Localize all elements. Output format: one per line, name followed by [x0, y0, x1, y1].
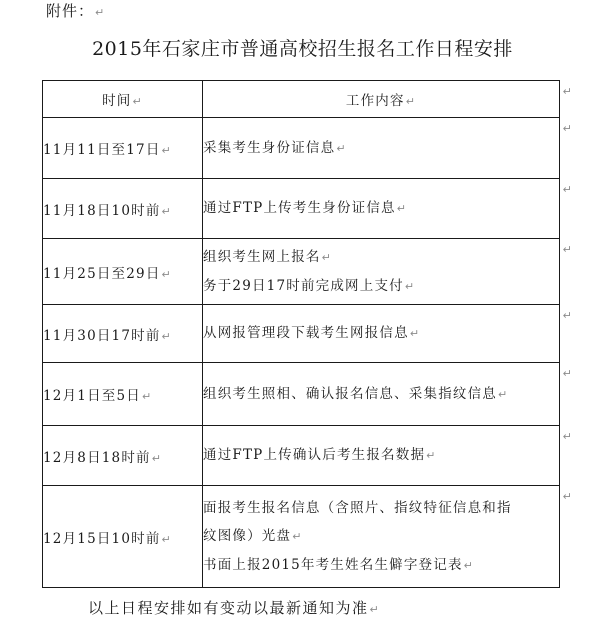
task-text: 面报考生报名信息（含照片、指纹特征信息和指 [203, 499, 512, 516]
task-text: 通过FTP上传考生身份证信息 [203, 200, 396, 216]
paragraph-mark-icon: ↵ [141, 390, 153, 403]
paragraph-mark-icon: ↵ [151, 451, 163, 465]
row-end-mark-icon: ↵ [562, 367, 573, 380]
schedule-table [42, 80, 573, 588]
paragraph-mark-icon: ↵ [132, 95, 143, 108]
time-cell [43, 118, 203, 179]
time-text: 11月30日17时前 [43, 327, 161, 344]
document-title [0, 35, 605, 63]
time-text: 12月15日10时前 [43, 530, 161, 547]
paragraph-mark-icon: ↵ [463, 558, 475, 572]
time-cell [43, 486, 203, 588]
table-row [43, 363, 560, 426]
task-text: 组织考生网上报名 [203, 248, 321, 265]
task-text: 采集考生身份证信息 [203, 139, 336, 156]
table-row [43, 426, 560, 486]
footer-text: 以上日程安排如有变动以最新通知为准 [88, 599, 369, 617]
time-text: 12月8日18时前 [43, 449, 151, 466]
time-text: 11月18日10时前 [43, 202, 161, 219]
task-line [203, 441, 559, 470]
paragraph-mark-icon: ↵ [161, 329, 172, 343]
table-row [43, 305, 560, 363]
task-line [203, 134, 559, 163]
title-text: 2015年石家庄市普通高校招生报名工作日程安排 [92, 38, 513, 60]
time-text: 11月11日至17日 [43, 142, 161, 158]
task-line [203, 319, 559, 348]
footer-note [88, 598, 380, 620]
paragraph-mark-icon: ↵ [161, 204, 172, 218]
task-line [203, 551, 559, 580]
task-text: 书面上报2015年考生姓名生僻字登记表 [203, 556, 463, 573]
paragraph-mark-icon: ↵ [161, 144, 172, 157]
task-cell [203, 486, 573, 588]
row-end-mark-icon: ↵ [562, 122, 573, 135]
paragraph-mark-icon: ↵ [426, 449, 437, 462]
table-header-row [43, 81, 560, 118]
paragraph-mark-icon: ↵ [321, 250, 333, 264]
time-text: 11月25日至29日 [43, 265, 161, 282]
paragraph-mark-icon: ↵ [336, 141, 347, 155]
task-cell [203, 179, 573, 239]
task-text: 通过FTP上传确认后考生报名数据 [203, 447, 426, 463]
paragraph-mark-icon: ↵ [498, 387, 509, 401]
paragraph-mark-icon: ↵ [292, 529, 303, 543]
row-end-mark-icon: ↵ [562, 490, 573, 503]
task-text: 组织考生照相、确认报名信息、采集指纹信息 [203, 385, 497, 402]
paragraph-mark-icon: ↵ [369, 603, 381, 616]
task-cell [203, 426, 573, 486]
row-end-mark-icon: ↵ [562, 430, 573, 443]
task-text: 务于29日17时前完成网上支付 [203, 277, 404, 294]
table-row [43, 118, 560, 179]
paragraph-mark-icon: ↵ [405, 95, 417, 108]
task-text: 纹图像）光盘 [203, 527, 292, 544]
time-cell [43, 179, 203, 239]
task-line [203, 494, 559, 522]
paragraph-mark-icon: ↵ [404, 279, 416, 293]
task-text: 从网报管理段下载考生网报信息 [203, 325, 409, 341]
row-end-mark-icon: ↵ [562, 243, 573, 256]
task-cell [203, 118, 573, 179]
table-row [43, 179, 560, 239]
header-time: 时间↵ [43, 81, 203, 118]
time-cell [43, 363, 203, 426]
task-line [203, 194, 559, 223]
attachment-label [46, 1, 105, 23]
header-task: 工作内容↵ ↵ [203, 81, 560, 118]
paragraph-mark-icon: ↵ [409, 327, 421, 340]
time-cell [43, 239, 203, 305]
row-end-mark-icon: ↵ [562, 309, 573, 322]
time-cell [43, 305, 203, 363]
row-end-mark-icon: ↵ [562, 85, 573, 98]
table-row [43, 239, 560, 305]
attachment-text: 附件： [46, 2, 95, 20]
task-cell [203, 305, 573, 363]
task-cell [203, 239, 573, 305]
table-row [43, 486, 560, 588]
task-line [203, 272, 559, 301]
task-line [203, 243, 559, 272]
row-end-mark-icon: ↵ [562, 183, 573, 196]
task-line [203, 522, 559, 551]
paragraph-mark-icon: ↵ [95, 6, 106, 19]
paragraph-mark-icon: ↵ [396, 202, 408, 215]
paragraph-mark-icon: ↵ [161, 267, 172, 281]
task-line [203, 380, 559, 409]
time-text: 12月1日至5日 [43, 388, 141, 404]
paragraph-mark-icon: ↵ [161, 532, 172, 546]
task-cell [203, 363, 573, 426]
time-cell [43, 426, 203, 486]
